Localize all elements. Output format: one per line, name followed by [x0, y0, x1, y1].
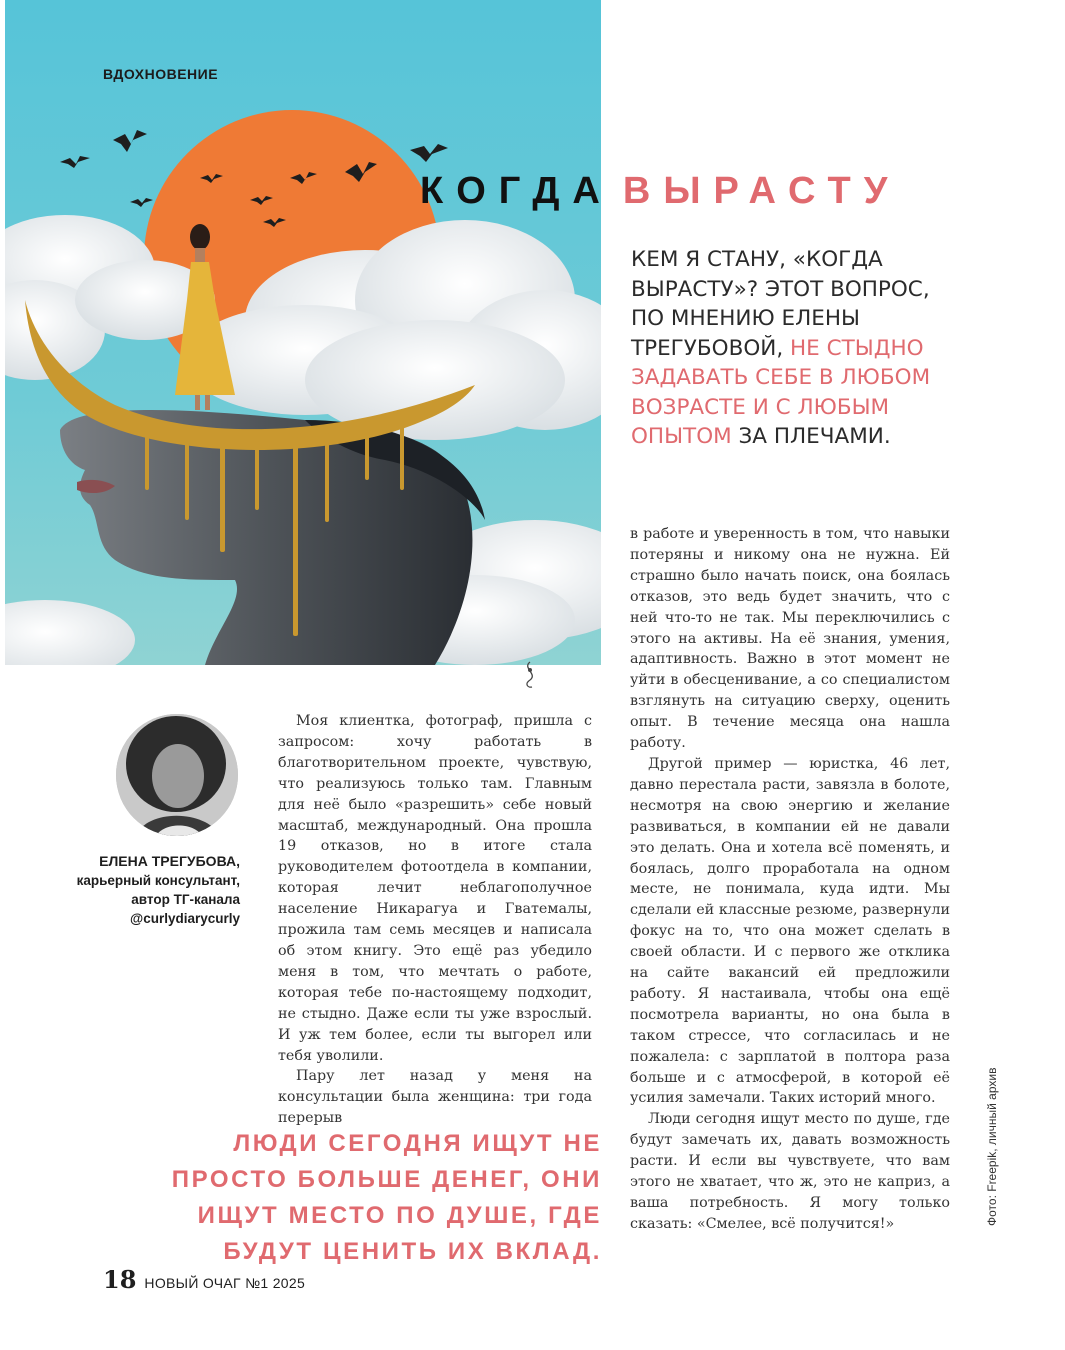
body-paragraph: Моя клиентка, фотограф, пришла с запросом: хочу работать в благотворительном проекте, чувствую, что реализуюсь только там. Главным для неё было «разрешить» себе новый масштаб, международный. Она прошла 19 отказов, но в итоге стала руководителем фотоотдела в компании, которая лечит неблагополучное население Никарагуа и Гватемалы, прожила там семь месяцев и написала об этом книгу. Это ещё раз убедило меня в том, что мечтать о работе, которая тебе по-настоящему подходит, не стыдно. Даже если ты уже взрослый. И уж тем более, если ты выгорел или тебя уволили.: [278, 713, 592, 1064]
lead-paragraph: [631, 245, 961, 452]
lead-accent: НЕ СТЫДНО ЗАДАВАТЬ СЕБЕ В ЛЮБОМ ВОЗРАСТЕ И С ЛЮБЫМ ОПЫТОМ: [631, 335, 931, 449]
page-number: 18: [103, 1265, 137, 1294]
body-column-right: [630, 524, 950, 1235]
body-paragraph: в работе и уверенность в том, что навыки потеряны и никому она не нужна. Ей страшно было начать поиск, она боялась отказов, это ведь будет значить, что с ней что-то не так. Мы переключились с этого на активы. На её знания, умения, адаптивность. Важно в этот момент не уйти в обесценивание, а со специалистом взглянуть на ситуацию сверху, оценить опыт. В течение месяца она нашла работу.: [630, 526, 950, 752]
headline-word-2: ВЫРАСТУ: [622, 170, 901, 212]
page-footer: [103, 1265, 305, 1294]
body-column-middle: [278, 711, 592, 1129]
author-caption: [60, 852, 240, 928]
body-paragraph: Люди сегодня ищут место по душе, где будут замечать их, давать возможность расти. И если вы чувствуете, что вам этого не хватает, что ж, это не каприз, а ваша потребность. Я могу только сказать: «Смелее, всё получится!»: [630, 1111, 950, 1232]
ornament-icon: [518, 660, 542, 690]
headline-word-1: КОГДА: [420, 170, 613, 212]
body-paragraph: Другой пример — юристка, 46 лет, давно перестала расти, завязла в болоте, несмотря на свою энергию и желание развиваться, в компании ей не давали это делать. Она и хотела всё поменять, и боялась, долго проработала на одном месте, не понимала, куда идти. Мы сделали ей классные резюме, развернули фокус на то, что она может сделать в своей области. И с первого же отклика на сайте вакансий ей предложили работу. Я настаивала, чтобы она ещё посмотрела варианты, но она была в таком стрессе, что согласилась и не пожалела: с зарплатой в полтора раза больше и с атмосферой, в которой её усилия замечали. Таких историй много.: [630, 755, 950, 1107]
author-avatar: [116, 714, 238, 836]
magazine-issue: НОВЫЙ ОЧАГ №1 2025: [144, 1275, 306, 1291]
lead-part-1: КЕМ Я СТАНУ, «КОГДА ВЫРАСТУ»? ЭТОТ ВОПРОС, ПО МНЕНИЮ ЕЛЕНЫ ТРЕГУБОВОЙ,: [631, 247, 930, 361]
author-role: карьерный консультант, автор ТГ-канала @curlydiarycurly: [76, 873, 240, 926]
body-paragraph: Пару лет назад у меня на консультации была женщина: три года перерыв: [278, 1068, 592, 1127]
author-name: ЕЛЕНА ТРЕГУБОВА,: [99, 853, 240, 869]
photo-credit: Фото: Freepik, личный архив: [985, 1067, 999, 1226]
lead-part-2: ЗА ПЛЕЧАМИ.: [738, 424, 891, 449]
hero-illustration: [5, 0, 601, 665]
headline: [420, 170, 900, 213]
pull-quote: ЛЮДИ СЕГОДНЯ ИЩУТ НЕ ПРОСТО БОЛЬШЕ ДЕНЕГ, ОНИ ИЩУТ МЕСТО ПО ДУШЕ, ГДЕ БУДУТ ЦЕНИТЬ ИХ ВКЛАД.: [171, 1130, 602, 1265]
section-tag: ВДОХНОВЕНИЕ: [103, 66, 219, 82]
